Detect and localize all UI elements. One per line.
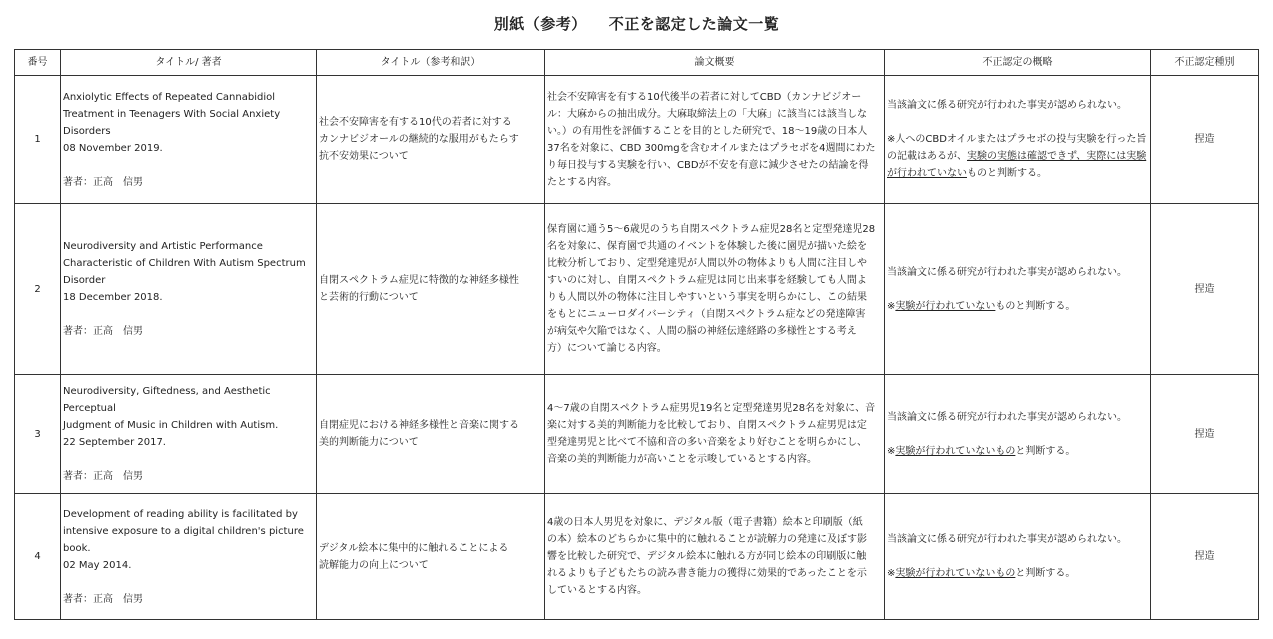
summary-line: しているとする内容。 (547, 585, 647, 596)
summary-line: い。）の有用性を評価することを目的とした研究で、18～19歳の日本人 (547, 125, 868, 137)
summary-line: をもとにニューロダイバーシティ（自閉スペクトラム症などの発達障害 (547, 309, 866, 320)
summary-line: の本）絵本のどちらかに集中的に触れることが読解力の発達に及ぼす影 (547, 534, 867, 545)
finding-statement: 当該論文に係る研究が行われた事実が認められない。 (887, 100, 1127, 111)
paper-title-author (61, 375, 317, 494)
finding-statement: 当該論文に係る研究が行われた事実が認められない。 (887, 534, 1127, 545)
paper-date: 02 May 2014. (63, 559, 132, 571)
paper-title-line: book. (63, 542, 91, 554)
paper-title-line: Neurodiversity and Artistic Performance (63, 241, 263, 252)
paper-author: 著者：正高 信男 (63, 471, 143, 482)
paper-translation (317, 375, 545, 494)
paper-title-line: Disorders (63, 125, 111, 137)
finding-detail-underlined: 実験が行われていない (895, 300, 996, 312)
paper-title-line: Treatment in Teenagers With Social Anxiety (63, 108, 281, 120)
table-row (15, 494, 1259, 620)
paper-date: 18 December 2018. (63, 292, 163, 303)
summary-line: たとする内容。 (547, 176, 617, 188)
summary-line: 型発達男児と比べて不協和音の多い音楽をより好むことを明らかにし、 (547, 437, 867, 448)
translation-line: 自閉スペクトラム症児に特徴的な神経多様性 (319, 275, 519, 286)
finding-detail-underlined: 実験が行われていないもの (895, 568, 1016, 579)
summary-line: 4～7歳の自閉スペクトラム症男児19名と定型発達男児28名を対象に、音 (547, 403, 876, 414)
summary-line: れるよりも子どもたちの読み書き能力の獲得に効果的であったことを示 (547, 568, 867, 579)
finding-detail (887, 565, 1147, 582)
finding-detail-pre: ※ (887, 300, 896, 312)
finding-statement: 当該論文に係る研究が行われた事実が認められない。 (887, 266, 1127, 278)
paper-title-line: Neurodiversity, Giftedness, and Aesthetic Perceptual (63, 386, 271, 414)
translation-line: 抗不安効果について (319, 151, 409, 162)
finding-detail-pre: ※ (887, 568, 896, 579)
summary-line: 名を対象に、保育園で共通のイベントを体験した後に園児が描いた絵を (547, 241, 867, 252)
misconduct-type: 捏造 (1151, 494, 1259, 620)
paper-summary (545, 76, 885, 204)
paper-author: 著者：正高 信男 (63, 176, 143, 188)
row-number: 2 (15, 204, 61, 375)
translation-line: 自閉症児における神経多様性と音楽に関する (319, 420, 519, 431)
paper-author: 著者：正高 信男 (63, 593, 143, 605)
paper-title-author (61, 204, 317, 375)
row-number: 4 (15, 494, 61, 620)
paper-title-line: Disorder (63, 275, 106, 286)
translation-line: 社会不安障害を有する10代の若者に対する (319, 117, 512, 128)
paper-title-line: Development of reading ability is facilitated by (63, 508, 298, 520)
summary-line: 楽に対する美的判断能力を比較しており、自閉スペクトラム症男児は定 (547, 420, 867, 431)
summary-line: 比較分析しており、定型発達児が人間以外の物体よりも人間に注目しや (547, 258, 867, 269)
row-number: 1 (15, 76, 61, 204)
paper-title-author (61, 494, 317, 620)
summary-line: 音楽の美的判断能力が高いことを示唆しているとする内容。 (547, 454, 817, 465)
summary-line: 方）について論じる内容。 (547, 343, 667, 354)
misconduct-type: 捏造 (1151, 375, 1259, 494)
page-title-annex: 別紙（参考） (493, 15, 587, 33)
column-header-type: 不正認定種別 (1151, 50, 1259, 76)
translation-line: と芸術的行動について (319, 292, 419, 303)
misconduct-finding (885, 375, 1151, 494)
paper-date: 08 November 2019. (63, 142, 163, 154)
summary-line: が病気や欠陥ではなく、人間の脳の神経伝達経路の多様性とする考え (547, 326, 857, 337)
paper-summary (545, 204, 885, 375)
summary-line: 4歳の日本人男児を対象に、デジタル版（電子書籍）絵本と印刷版（紙 (547, 517, 863, 528)
table-row (15, 204, 1259, 375)
page-title-main: 不正を認定した論文一覧 (608, 15, 780, 33)
column-header-translation: タイトル（参考和訳） (317, 50, 545, 76)
misconduct-type: 捏造 (1151, 204, 1259, 375)
page-title (0, 13, 1273, 34)
summary-line: りも人間以外の物体に注目しやすいという事実を明らかにし、この結果 (547, 292, 867, 303)
finding-detail-pre: ※人へのCBDオイルまたはプラセボの投与実験を行った旨の記載はあるが、 (887, 134, 1147, 162)
misconduct-finding (885, 204, 1151, 375)
summary-line: ル：大麻からの抽出成分。大麻取締法上の「大麻」に該当には該当しな (547, 108, 867, 120)
table-header-row (15, 50, 1259, 76)
misconduct-finding (885, 76, 1151, 204)
paper-summary (545, 494, 885, 620)
table-row (15, 76, 1259, 204)
summary-line: り毎日投与する実験を行い、CBDが不安を有意に減少させたの結論を得 (547, 159, 869, 171)
finding-detail (887, 131, 1147, 182)
misconduct-type: 捏造 (1151, 76, 1259, 204)
finding-detail-underlined: 実験の実態は確認できず、実際には実験が行われていない (887, 151, 1147, 179)
misconduct-finding (885, 494, 1151, 620)
row-number: 3 (15, 375, 61, 494)
paper-date: 22 September 2017. (63, 437, 166, 448)
translation-line: デジタル絵本に集中的に触れることによる (319, 542, 509, 554)
paper-title-author (61, 76, 317, 204)
finding-detail-pre: ※ (887, 445, 896, 457)
column-header-finding: 不正認定の概略 (885, 50, 1151, 76)
paper-translation (317, 76, 545, 204)
paper-title-line: Characteristic of Children With Autism Spectrum (63, 258, 306, 269)
paper-translation (317, 204, 545, 375)
summary-line: 社会不安障害を有する10代後半の若者に対してCBD（カンナビジオー (547, 91, 862, 103)
finding-detail (887, 298, 1147, 315)
paper-title-line: Judgment of Music in Children with Autism. (63, 420, 279, 431)
summary-line: 保育園に通う5～6歳児のうち自閉スペクトラム症児28名と定型発達児28 (547, 224, 876, 235)
finding-detail-post: と判断する。 (1015, 445, 1076, 457)
paper-summary (545, 375, 885, 494)
column-header-number: 番号 (15, 50, 61, 76)
finding-detail-post: と判断する。 (1015, 568, 1076, 579)
finding-detail-underlined: 実験が行われていないもの (895, 445, 1016, 457)
summary-line: 響を比較した研究で、デジタル絵本に触れる方が同じ絵本の印刷版に触 (547, 551, 867, 562)
column-header-title-author: タイトル/ 著者 (61, 50, 317, 76)
column-header-summary: 論文概要 (545, 50, 885, 76)
translation-line: カンナビジオールの継続的な服用がもたらす (319, 134, 519, 145)
translation-line: 美的判断能力について (319, 437, 419, 448)
paper-title-line: intensive exposure to a digital children's picture (63, 525, 304, 537)
translation-line: 読解能力の向上について (319, 559, 429, 571)
finding-detail-post: ものと判断する。 (967, 168, 1047, 179)
summary-line: すいのに対し、自閉スペクトラム症児は同じ出来事を経験しても人間よ (547, 275, 867, 286)
table-row (15, 375, 1259, 494)
paper-translation (317, 494, 545, 620)
summary-line: 37名を対象に、CBD 300mgを含むオイルまたはプラセボを4週間にわた (547, 142, 876, 154)
misconduct-papers-table (14, 49, 1259, 620)
paper-title-line: Anxiolytic Effects of Repeated Cannabidiol (63, 91, 275, 103)
finding-detail (887, 443, 1147, 460)
finding-statement: 当該論文に係る研究が行われた事実が認められない。 (887, 411, 1127, 423)
paper-author: 著者：正高 信男 (63, 326, 143, 337)
finding-detail-post: ものと判断する。 (995, 300, 1076, 312)
